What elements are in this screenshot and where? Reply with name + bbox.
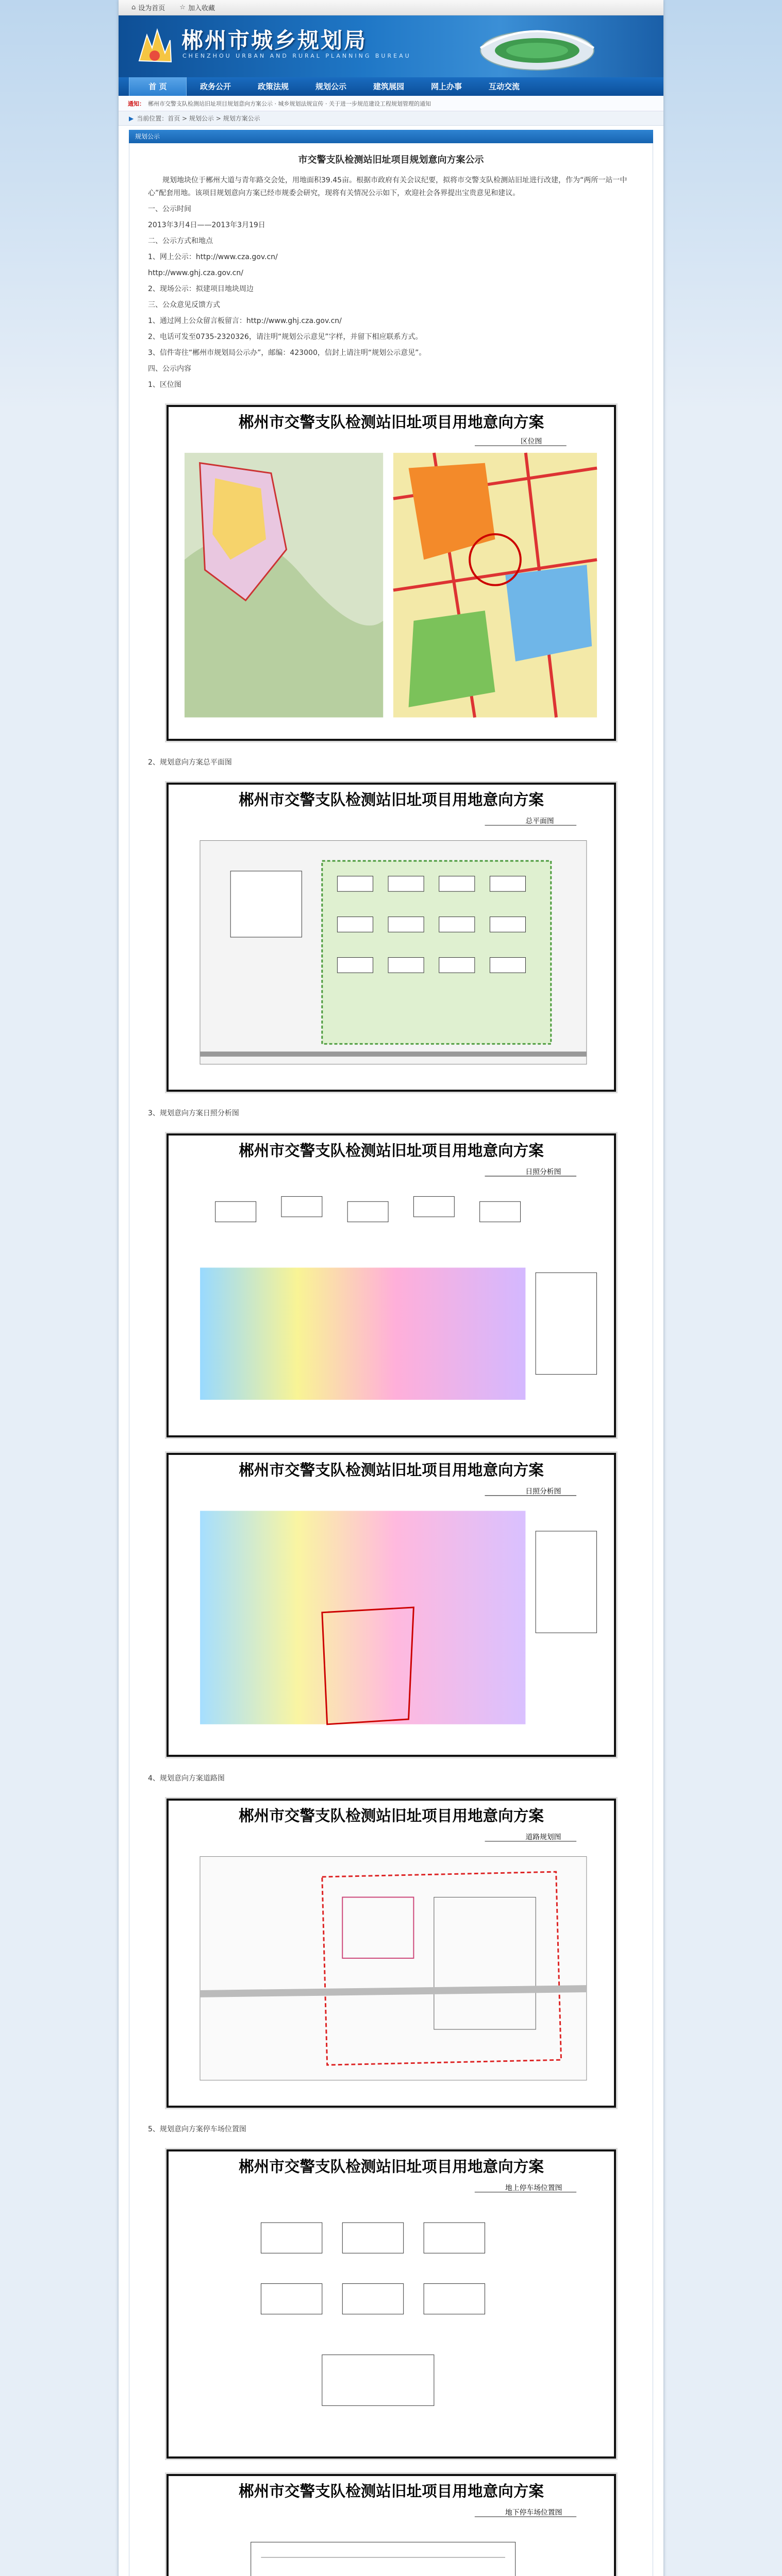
- figure-caption: 郴州市交警支队检测站旧址项目用地意向方案: [238, 1141, 544, 1160]
- method-online: 1、网上公示：http://www.cza.gov.cn/: [148, 253, 278, 261]
- sunlight-analysis-figure-1: [167, 1133, 616, 1437]
- nav-gov-affairs[interactable]: 政务公开: [199, 82, 231, 91]
- ground-parking-figure: [167, 2149, 616, 2459]
- main-nav: [119, 77, 663, 96]
- section-heading: 四、公示内容: [148, 365, 191, 373]
- nav-publicity[interactable]: 规划公示: [315, 82, 346, 91]
- feedback-phone: 2、电话可发至0735-2320326，请注明“规划公示意见”字样，并留下相应联系方式。: [148, 333, 423, 341]
- site-banner: [119, 15, 663, 77]
- column-header: 规划公示: [129, 130, 653, 143]
- figure-caption: 郴州市交警支队检测站旧址项目用地意向方案: [238, 2157, 544, 2176]
- breadcrumb-text: 当前位置：首页 > 规划公示 > 规划方案公示: [137, 115, 260, 122]
- location-icon: ▶: [129, 114, 134, 122]
- article-title: 市交警支队检测站旧址项目规划意向方案公示: [298, 155, 484, 165]
- star-icon: ☆: [179, 4, 186, 11]
- add-favorite-link[interactable]: ☆ 加入收藏: [179, 4, 215, 12]
- section-heading: 一、公示时间: [148, 205, 191, 213]
- publicity-date: 2013年3月4日——2013年3月19日: [148, 221, 265, 229]
- content-item: 4、规划意向方案道路图: [148, 1774, 225, 1783]
- nav-interaction[interactable]: 互动交流: [488, 82, 520, 91]
- method-online-2: http://www.ghj.cza.gov.cn/: [148, 269, 243, 277]
- content-item: 5、规划意向方案停车场位置图: [148, 2125, 246, 2133]
- figure-caption: 郴州市交警支队检测站旧址项目用地意向方案: [238, 1461, 544, 1479]
- figure-label: 日照分析图: [525, 1167, 561, 1176]
- content-item: 1、区位图: [148, 381, 181, 389]
- figure-label: 地上停车场位置图: [505, 2183, 562, 2192]
- intro-paragraph: 规划地块位于郴州大道与青年路交会处，用地面积39.45亩。根据市政府有关会议纪要，拟将市交警支队检测站旧址进行改建，作为“两所一站一中心”配套用地。该项目规划意向方案已经市规委会研究，现将有关情况公示如下，欢迎社会各界提出宝贵意见和建议。: [148, 176, 627, 197]
- article-body: [129, 143, 653, 2576]
- section-heading: 三、公众意见反馈方式: [148, 301, 220, 309]
- content-item: 3、规划意向方案日照分析图: [148, 1109, 239, 1117]
- figure-caption: 郴州市交警支队检测站旧址项目用地意向方案: [238, 2482, 544, 2500]
- breadcrumb: [119, 111, 663, 126]
- site-title: 郴州市城乡规划局: [181, 28, 368, 53]
- figure-label: 总平面图: [525, 817, 554, 825]
- stadium-image: [478, 20, 596, 73]
- ticker-text: 郴州市交警支队检测站旧址项目规划意向方案公示 · 城乡规划法规宣传 · 关于进一步规范建设工程规划管理的通知: [148, 100, 431, 107]
- nav-online-service[interactable]: 网上办事: [430, 82, 462, 91]
- figure-label: 地下停车场位置图: [505, 2508, 562, 2517]
- road-plan-figure: [167, 1799, 616, 2108]
- nav-home[interactable]: 首 页: [129, 77, 187, 96]
- figure-label: 日照分析图: [525, 1487, 561, 1496]
- bureau-logo-icon: [134, 25, 175, 67]
- sunlight-analysis-figure-2: [167, 1453, 616, 1757]
- underground-parking-figure: [167, 2474, 616, 2576]
- top-bar: [119, 0, 663, 15]
- figure-label: 道路规划图: [525, 1833, 561, 1841]
- method-onsite: 2、现场公示：拟建项目地块周边: [148, 285, 254, 293]
- news-ticker[interactable]: [119, 96, 663, 111]
- figure-caption: 郴州市交警支队检测站旧址项目用地意向方案: [238, 413, 544, 431]
- figure-caption: 郴州市交警支队检测站旧址项目用地意向方案: [238, 1806, 544, 1825]
- set-homepage-link[interactable]: ⌂ 设为首页: [131, 4, 165, 12]
- home-icon: ⌂: [131, 4, 136, 11]
- section-heading: 二、公示方式和地点: [148, 237, 213, 245]
- ticker-label: 通知：: [128, 100, 145, 107]
- master-plan-figure: [167, 783, 616, 1092]
- feedback-mail: 3、信件寄往“郴州市规划局公示办”，邮编：423000，信封上请注明“规划公示意见”。: [148, 349, 426, 357]
- nav-policies[interactable]: 政策法规: [257, 82, 289, 91]
- feedback-online: 1、通过网上公众留言板留言：http://www.ghj.cza.gov.cn/: [148, 317, 342, 325]
- nav-architecture[interactable]: 建筑展园: [373, 82, 404, 91]
- page-container: [119, 0, 663, 2576]
- figure-label: 区位图: [520, 437, 542, 446]
- location-map-figure: [167, 405, 616, 741]
- figure-caption: 郴州市交警支队检测站旧址项目用地意向方案: [238, 790, 544, 809]
- content-item: 2、规划意向方案总平面图: [148, 758, 232, 767]
- site-subtitle: CHENZHOU URBAN AND RURAL PLANNING BUREAU: [182, 53, 411, 59]
